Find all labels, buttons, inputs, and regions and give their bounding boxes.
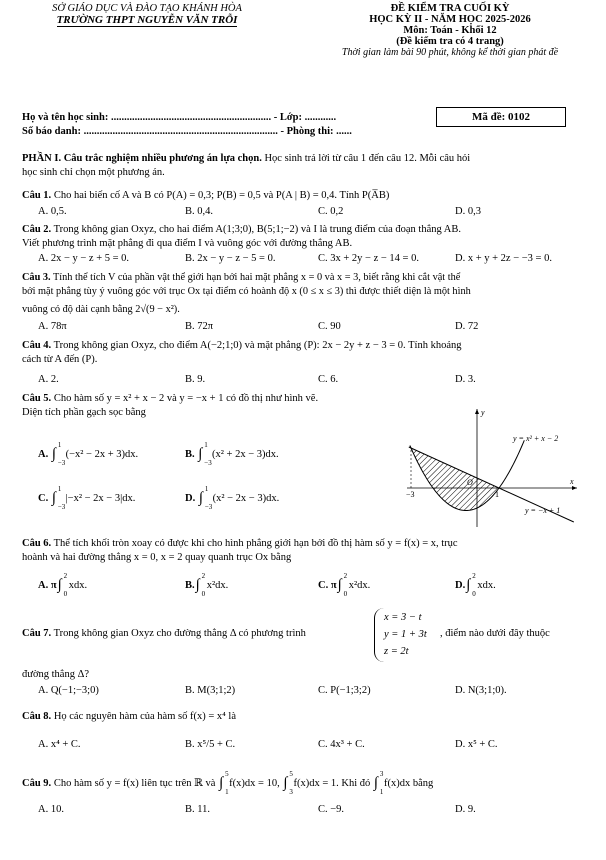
q3-option-c[interactable]: C. 90 bbox=[318, 321, 341, 332]
q7-option-d[interactable]: D. N(3;1;0). bbox=[455, 685, 507, 696]
q9-option-b[interactable]: B. 11. bbox=[185, 804, 210, 815]
q8-option-b[interactable]: B. x⁵/5 + C. bbox=[185, 739, 236, 750]
student-name-line: Họ và tên học sinh: ............................................................. - Lớp: ............ bbox=[22, 112, 337, 123]
q2-option-c[interactable]: C. 3x + 2y − z − 14 = 0. bbox=[318, 253, 419, 264]
line-label: y = −x + 1 bbox=[525, 506, 561, 515]
q7-text-after: , điểm nào dưới đây thuộc bbox=[440, 628, 550, 639]
q8-option-c[interactable]: C. 4x³ + C. bbox=[318, 739, 365, 750]
q7-option-a[interactable]: A. Q(−1;−3;0) bbox=[38, 685, 99, 696]
student-id-line: Số báo danh: .......................................................................... - Phòng thi: ...... bbox=[22, 126, 352, 137]
q9-option-a[interactable]: A. 10. bbox=[38, 804, 64, 815]
header-right bbox=[300, 3, 600, 58]
x-axis-label: x bbox=[570, 477, 574, 486]
question-2: Câu 2. Trong không gian Oxyz, cho hai điểm A(1;3;0), B(5;1;−2) và I là trung điểm của đoạn thẳng AB. Viết phương trình mặt phẳng đi qua điểm I và vuông góc với đường thẳng AB. bbox=[22, 224, 462, 249]
q5-graph bbox=[405, 405, 585, 530]
q4-option-a[interactable]: A. 2. bbox=[38, 374, 59, 385]
q2-option-d[interactable]: D. x + y + 2z − −3 = 0. bbox=[455, 253, 552, 264]
integral-sign: ∫ 1 −3 bbox=[198, 441, 212, 467]
exam-term: HỌC KỲ II - NĂM HỌC 2025-2026 bbox=[369, 14, 531, 25]
q7-option-b[interactable]: B. M(3;1;2) bbox=[185, 685, 236, 696]
q5-option-a[interactable]: A. ∫ 1 −3 (−x² − 2x + 3)dx. bbox=[38, 441, 139, 467]
question-4: Câu 4. Trong không gian Oxyz, cho điểm A(−2;1;0) và mặt phẳng (P): 2x − 2y + z − 3 = 0. Tính khoảng cách từ A đến (P). bbox=[22, 340, 462, 365]
q6-option-b[interactable]: B.∫ 2 0 x²dx. bbox=[185, 572, 229, 598]
part1-intro: PHẦN I. Câu trắc nghiệm nhiều phương án lựa chọn. Học sinh trả lời từ câu 1 đến câu 12. Mỗi câu hỏi học sinh chỉ chọn một phương án. bbox=[22, 153, 471, 178]
question-6: Câu 6. Thể tích khối tròn xoay có được khi cho hình phẳng giới hạn bởi đồ thị hàm số y = f(x) = x, trục hoành và hai đường thẳng x = 0, x = 2 quay quanh trục Ox bằng bbox=[22, 538, 458, 563]
header-left bbox=[22, 3, 272, 26]
question-5: Câu 5. Cho hàm số y = x² + x − 2 và y = −x + 1 có đồ thị như hình vẽ. Diện tích phần gạch sọc bằng bbox=[22, 393, 319, 418]
q3-option-d[interactable]: D. 72 bbox=[455, 321, 479, 332]
q1-option-c[interactable]: C. 0,2 bbox=[318, 206, 344, 217]
origin-label: O bbox=[467, 478, 473, 487]
tick-1: 1 bbox=[495, 490, 499, 499]
exam-code-box: Mã đề: 0102 bbox=[436, 107, 566, 127]
q4-option-d[interactable]: D. 3. bbox=[455, 374, 476, 385]
q4-option-c[interactable]: C. 6. bbox=[318, 374, 339, 385]
exam-subject: Môn: Toán - Khối 12 bbox=[403, 25, 497, 36]
q5-option-b[interactable]: B. ∫ 1 −3 (x² + 2x − 3)dx. bbox=[185, 441, 279, 467]
q1-option-d[interactable]: D. 0,3 bbox=[455, 206, 481, 217]
q6-option-a[interactable]: A. π∫ 2 0 xdx. bbox=[38, 572, 88, 598]
exam-title: ĐỀ KIỂM TRA CUỐI KỲ bbox=[390, 3, 510, 14]
shaded-region bbox=[411, 448, 499, 511]
q1-option-b[interactable]: B. 0,4. bbox=[185, 206, 214, 217]
question-8: Câu 8. Họ các nguyên hàm của hàm số f(x) = x⁴ là bbox=[22, 711, 236, 722]
q4-option-b[interactable]: B. 9. bbox=[185, 374, 206, 385]
q2-option-a[interactable]: A. 2x − y − z + 5 = 0. bbox=[38, 253, 130, 264]
system-equations: x = 3 − t y = 1 + 3t z = 2t bbox=[384, 612, 427, 657]
integral-sign: ∫ 1 −3 bbox=[51, 441, 66, 467]
question-3: Câu 3. Tính thể tích V của phần vật thể giới hạn bởi hai mặt phẳng x = 0 và x = 3, biết rằng khi cắt vật thể bởi mặt phẳng tùy ý vuông góc với trục Ox tại điểm có hoành độ x (0 ≤ x ≤ 3) thì được thiết diện là một hình vuông có độ dài cạnh bằng 2√(9 − x²). bbox=[22, 272, 471, 315]
q8-option-a[interactable]: A. x⁴ + C. bbox=[38, 739, 81, 750]
integral-sign: ∫ 1 −3 bbox=[198, 485, 213, 511]
question-9: Câu 9. Cho hàm số y = f(x) liên tục trên ℝ và ∫ 5 1 f(x)dx = 10, ∫ 5 3 f(x)dx = 1. Khi đó ∫ 3 1 f(x)dx bằng bbox=[22, 770, 434, 796]
q8-option-d[interactable]: D. x⁵ + C. bbox=[455, 739, 498, 750]
school-name: TRƯỜNG THPT NGUYỄN VĂN TRỖI bbox=[56, 14, 238, 26]
q3-option-b[interactable]: B. 72π bbox=[185, 321, 214, 332]
integral-sign: ∫ 1 −3 bbox=[51, 485, 66, 511]
q7-option-c[interactable]: C. P(−1;3;2) bbox=[318, 685, 371, 696]
question-7: Câu 7. Trong không gian Oxyz cho đường thẳng Δ có phương trình bbox=[22, 628, 306, 639]
q5-option-d[interactable]: D. ∫ 1 −3 (x² − 2x − 3)dx. bbox=[185, 485, 280, 511]
q6-option-d[interactable]: D.∫ 2 0 xdx. bbox=[455, 572, 496, 598]
q9-option-d[interactable]: D. 9. bbox=[455, 804, 476, 815]
q1-option-a[interactable]: A. 0,5. bbox=[38, 206, 67, 217]
department-name: SỞ GIÁO DỤC VÀ ĐÀO TẠO KHÁNH HÒA bbox=[52, 3, 242, 14]
q3-option-a[interactable]: A. 78π bbox=[38, 321, 67, 332]
q6-option-c[interactable]: C. π∫ 2 0 x²dx. bbox=[318, 572, 371, 598]
exam-time: Thời gian làm bài 90 phút, không kể thời gian phát đề bbox=[341, 47, 559, 58]
y-axis-label: y bbox=[481, 408, 485, 417]
question-1: Câu 1. Cho hai biến cố A và B có P(A) = 0,3; P(B) = 0,5 và P(A | B) = 0,4. Tính P(A̅B) bbox=[22, 190, 390, 201]
q2-option-b[interactable]: B. 2x − y − z − 5 = 0. bbox=[185, 253, 276, 264]
q9-option-c[interactable]: C. −9. bbox=[318, 804, 345, 815]
tick-minus3: −3 bbox=[406, 490, 415, 499]
exam-pages: (Đề kiểm tra có 4 trang) bbox=[396, 36, 504, 47]
parabola-label: y = x² + x − 2 bbox=[513, 434, 559, 443]
q7-text2: đường thẳng Δ? bbox=[22, 669, 89, 680]
q5-option-c[interactable]: C. ∫ 1 −3 |−x² − 2x − 3|dx. bbox=[38, 485, 136, 511]
